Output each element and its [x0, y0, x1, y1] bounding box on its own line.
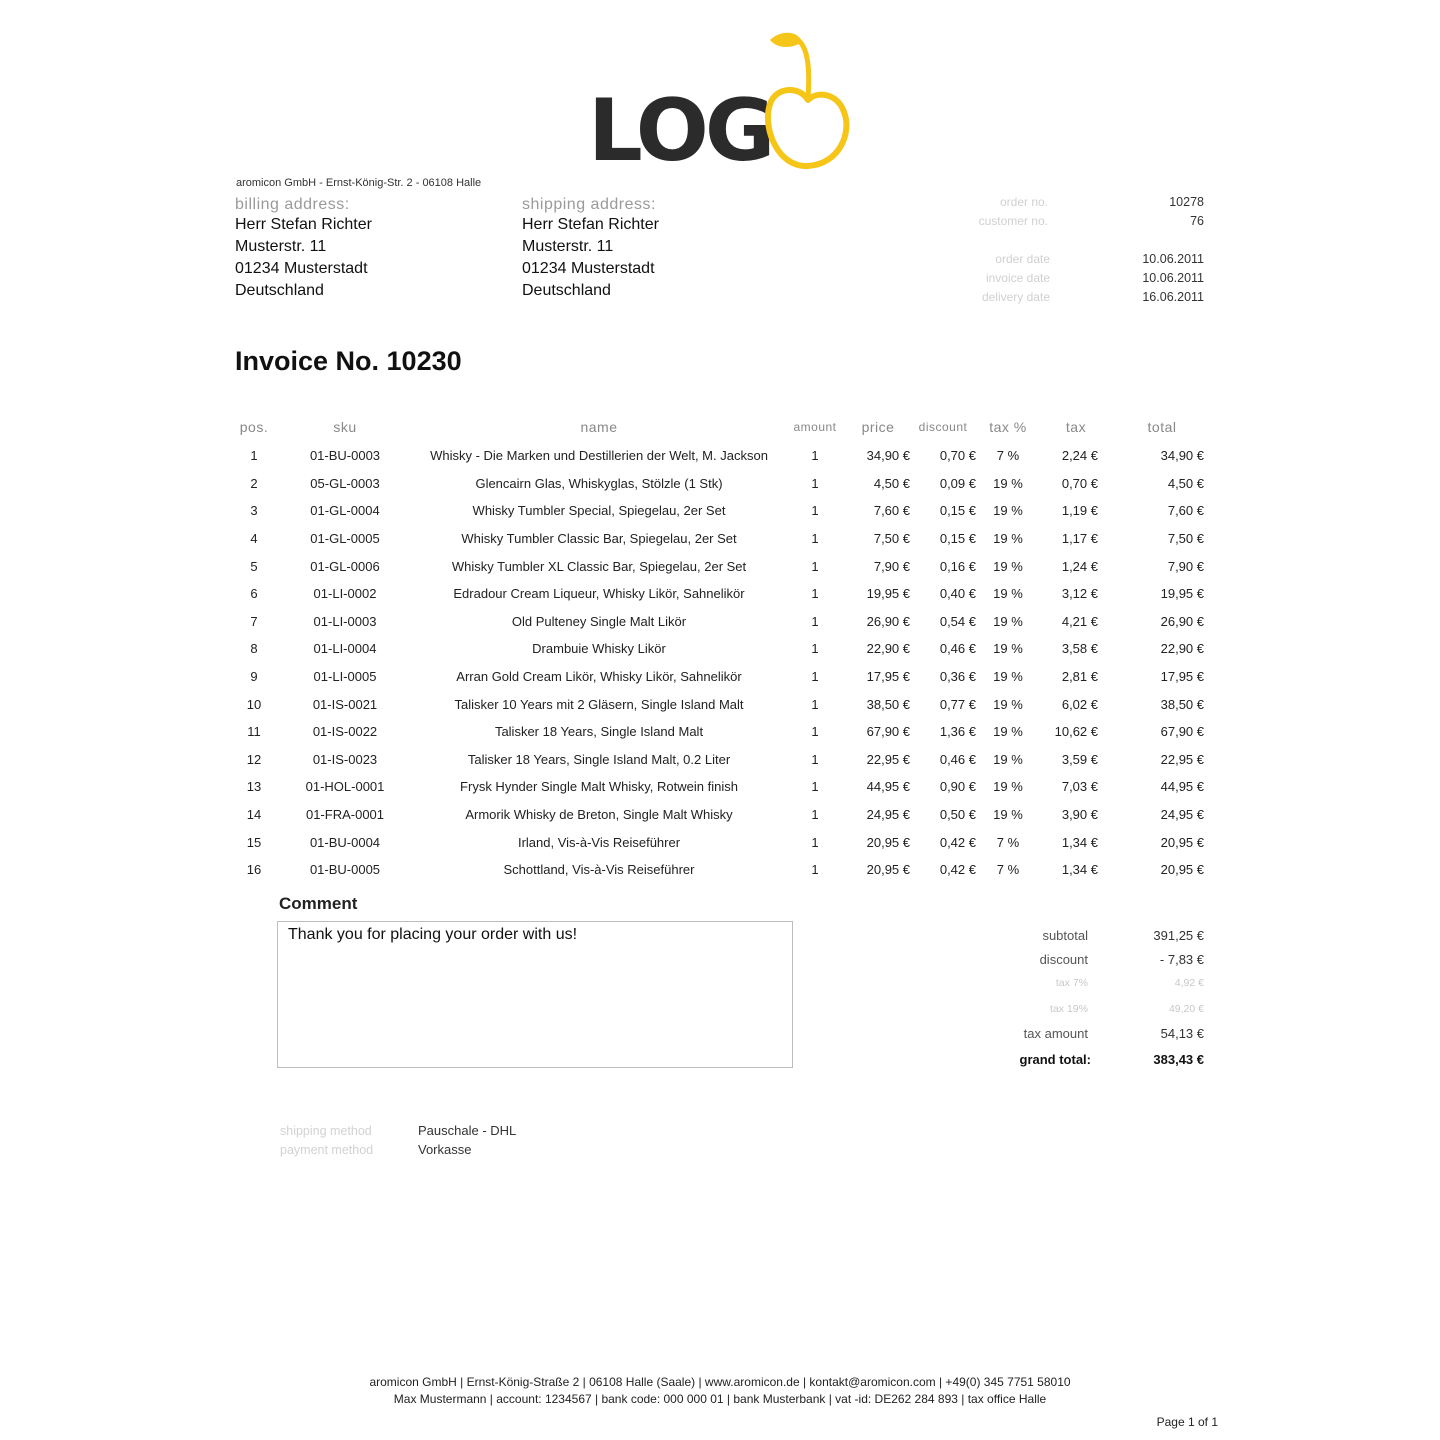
col-total: total [1147, 419, 1177, 435]
cell-total: 24,95 € [1160, 807, 1204, 823]
cell-discount: 0,70 € [939, 448, 976, 464]
shipping-label: shipping address: [522, 196, 656, 213]
cell-name: Edradour Cream Liqueur, Whisky Likör, Sahnelikör [453, 586, 745, 602]
comment-box [277, 921, 793, 1068]
cell-price: 26,90 € [866, 613, 910, 629]
cell-price: 7,90 € [873, 558, 910, 574]
cell-name: Whisky Tumbler Special, Spiegelau, 2er Set [472, 503, 726, 519]
table-row [232, 552, 1212, 580]
cell-sku: 01-LI-0003 [313, 613, 377, 629]
cell-name: Drambuie Whisky Likör [532, 641, 666, 657]
cell-total: 19,95 € [1160, 586, 1204, 602]
shipping-method-label: shipping method [280, 1124, 372, 1138]
col-name: name [580, 419, 618, 435]
col-tax: tax [1065, 419, 1087, 435]
cell-price: 38,50 € [866, 696, 910, 712]
shipping-name: Herr Stefan Richter [522, 216, 659, 233]
cell-tax-pct: 7 % [996, 834, 1020, 850]
cell-sku: 01-IS-0022 [312, 724, 378, 740]
cell-total: 4,50 € [1167, 475, 1204, 491]
tax19-value: 49,20 € [1168, 1003, 1204, 1015]
customer-no-label: customer no. [978, 214, 1048, 228]
cell-tax: 1,24 € [1061, 558, 1098, 574]
cell-discount: 0,46 € [939, 751, 976, 767]
cell-price: 7,60 € [873, 503, 910, 519]
logo-text: LOG [588, 81, 772, 181]
tax-amount-label: tax amount [1023, 1026, 1088, 1041]
cell-pos: 10 [246, 696, 262, 712]
cell-price: 22,90 € [866, 641, 910, 657]
cell-price: 44,95 € [866, 779, 910, 795]
cell-pos: 1 [250, 448, 258, 464]
cell-sku: 01-BU-0003 [309, 448, 381, 464]
cell-tax: 0,70 € [1061, 475, 1098, 491]
footer-line-1: aromicon GmbH | Ernst-König-Straße 2 | 06108 Halle (Saale) | www.aromicon.de | kontakt@aromicon.com | +49(0) 345 7751 58010 [369, 1375, 1071, 1389]
discount-label: discount [1039, 952, 1088, 967]
cell-price: 7,50 € [873, 531, 910, 547]
cell-discount: 0,16 € [939, 558, 976, 574]
table-row [232, 828, 1212, 856]
billing-name: Herr Stefan Richter [235, 216, 372, 233]
billing-address [235, 196, 372, 302]
cell-sku: 01-LI-0002 [313, 586, 377, 602]
cell-discount: 0,42 € [939, 862, 976, 878]
cell-total: 26,90 € [1160, 613, 1204, 629]
table-row [232, 635, 1212, 663]
cell-amount: 1 [811, 641, 819, 657]
cell-tax: 10,62 € [1054, 724, 1098, 740]
cell-name: Arran Gold Cream Likör, Whisky Likör, Sahnelikör [456, 669, 742, 685]
cell-discount: 0,77 € [939, 696, 976, 712]
footer-line-2: Max Mustermann | account: 1234567 | bank code: 000 000 01 | bank Musterbank | vat -id: DE262 284 893 | tax office Halle [393, 1392, 1047, 1406]
cell-name: Schottland, Vis-à-Vis Reiseführer [503, 862, 695, 878]
table-row [232, 801, 1212, 829]
table-row [232, 663, 1212, 691]
cell-name: Old Pulteney Single Malt Likör [511, 613, 687, 629]
cell-tax-pct: 19 % [993, 641, 1023, 657]
cell-discount: 0,50 € [939, 807, 976, 823]
cell-sku: 01-GL-0005 [310, 531, 380, 547]
tax7-label: tax 7% [1055, 977, 1088, 989]
cell-name: Talisker 18 Years, Single Island Malt, 0.2 Liter [467, 751, 731, 767]
cell-amount: 1 [811, 669, 819, 685]
cell-tax: 1,19 € [1061, 503, 1098, 519]
cell-tax-pct: 19 % [993, 558, 1023, 574]
cell-sku: 01-IS-0021 [312, 696, 378, 712]
table-row [232, 773, 1212, 801]
cell-total: 20,95 € [1160, 862, 1204, 878]
cell-sku: 01-IS-0023 [312, 751, 378, 767]
cell-name: Irland, Vis-à-Vis Reiseführer [517, 834, 681, 850]
col-discount: discount [918, 420, 968, 434]
cell-total: 44,95 € [1160, 779, 1204, 795]
cell-total: 34,90 € [1160, 448, 1204, 464]
shipping-address [522, 196, 659, 302]
cell-price: 24,95 € [866, 807, 910, 823]
col-sku: sku [333, 419, 357, 435]
cell-tax: 7,03 € [1061, 779, 1098, 795]
cell-amount: 1 [811, 724, 819, 740]
payment-method-label: payment method [280, 1143, 374, 1157]
cell-name: Glencairn Glas, Whiskyglas, Stölzle (1 Stk) [475, 475, 723, 491]
cell-pos: 12 [246, 751, 262, 767]
col-pos: pos. [239, 419, 269, 435]
discount-value: - 7,83 € [1159, 952, 1204, 967]
cell-sku: 01-LI-0004 [313, 641, 377, 657]
cell-tax-pct: 19 % [993, 724, 1023, 740]
cell-amount: 1 [811, 807, 819, 823]
cell-price: 67,90 € [866, 724, 910, 740]
cell-pos: 7 [250, 613, 258, 629]
cell-sku: 01-BU-0005 [309, 862, 381, 878]
cell-price: 19,95 € [866, 586, 910, 602]
cell-tax: 3,59 € [1061, 751, 1098, 767]
cell-discount: 0,09 € [939, 475, 976, 491]
cell-tax-pct: 19 % [993, 586, 1023, 602]
cell-name: Whisky - Die Marken und Destillerien der Welt, M. Jackson [430, 448, 768, 464]
cell-discount: 0,46 € [939, 641, 976, 657]
cell-pos: 6 [250, 586, 258, 602]
order-date-label: order date [995, 252, 1050, 266]
cell-total: 7,60 € [1167, 503, 1204, 519]
cell-pos: 16 [246, 862, 262, 878]
cell-name: Frysk Hynder Single Malt Whisky, Rotwein finish [460, 779, 738, 795]
cell-total: 38,50 € [1160, 696, 1204, 712]
cell-tax-pct: 19 % [993, 751, 1023, 767]
cell-amount: 1 [811, 696, 819, 712]
cell-discount: 0,40 € [939, 586, 976, 602]
tax-amount-value: 54,13 € [1160, 1026, 1204, 1041]
cell-pos: 5 [250, 558, 258, 574]
cell-amount: 1 [811, 751, 819, 767]
cell-price: 4,50 € [873, 475, 910, 491]
cell-tax: 1,34 € [1061, 834, 1098, 850]
cell-discount: 0,15 € [939, 503, 976, 519]
subtotal-value: 391,25 € [1153, 928, 1204, 943]
cell-name: Whisky Tumbler Classic Bar, Spiegelau, 2er Set [461, 531, 737, 547]
cell-sku: 01-HOL-0001 [305, 779, 385, 795]
cell-total: 20,95 € [1160, 834, 1204, 850]
shipping-city: 01234 Musterstadt [522, 260, 655, 277]
order-no-value: 10278 [1169, 195, 1204, 209]
cell-sku: 01-GL-0006 [310, 558, 380, 574]
cell-pos: 8 [250, 641, 258, 657]
table-row [232, 690, 1212, 718]
cell-total: 22,95 € [1160, 751, 1204, 767]
cell-amount: 1 [811, 862, 819, 878]
cell-amount: 1 [811, 475, 819, 491]
company-logo [588, 28, 858, 181]
tax19-label: tax 19% [1050, 1003, 1088, 1015]
invoice-date-value: 10.06.2011 [1142, 271, 1204, 285]
cell-tax: 4,21 € [1061, 613, 1098, 629]
table-row [232, 718, 1212, 746]
cell-amount: 1 [811, 531, 819, 547]
cherry-icon [758, 28, 853, 173]
delivery-date-value: 16.06.2011 [1142, 290, 1204, 304]
cell-tax-pct: 7 % [996, 862, 1020, 878]
cell-discount: 0,15 € [939, 531, 976, 547]
cell-tax-pct: 7 % [996, 448, 1020, 464]
page-number: Page 1 of 1 [1156, 1415, 1218, 1429]
cell-pos: 14 [246, 807, 262, 823]
invoice-date-label: invoice date [985, 271, 1050, 285]
billing-country: Deutschland [235, 282, 324, 299]
cell-discount: 1,36 € [939, 724, 976, 740]
cell-tax: 3,12 € [1061, 586, 1098, 602]
cell-price: 22,95 € [866, 751, 910, 767]
cell-tax-pct: 19 % [993, 807, 1023, 823]
table-row [232, 856, 1212, 884]
shipping-method-value: Pauschale - DHL [418, 1123, 517, 1138]
cell-sku: 05-GL-0003 [310, 475, 380, 491]
cell-discount: 0,54 € [939, 613, 976, 629]
cell-pos: 3 [250, 503, 258, 519]
cell-amount: 1 [811, 779, 819, 795]
cell-name: Talisker 10 Years mit 2 Gläsern, Single Island Malt [454, 696, 744, 712]
cell-pos: 2 [250, 475, 258, 491]
billing-street: Musterstr. 11 [235, 238, 327, 255]
cell-sku: 01-GL-0004 [310, 503, 380, 519]
sender-line: aromicon GmbH - Ernst-König-Str. 2 - 06108 Halle [236, 177, 482, 189]
invoice-title: Invoice No. 10230 [235, 346, 462, 376]
cell-tax-pct: 19 % [993, 669, 1023, 685]
order-no-label: order no. [999, 195, 1048, 209]
comment-text: Thank you for placing your order with us! [288, 926, 578, 943]
cell-discount: 0,36 € [939, 669, 976, 685]
billing-label: billing address: [235, 196, 350, 213]
shipping-country: Deutschland [522, 282, 611, 299]
table-row [232, 442, 1212, 470]
cell-discount: 0,42 € [939, 834, 976, 850]
table-row [232, 746, 1212, 774]
table-row [232, 580, 1212, 608]
cell-pos: 4 [250, 531, 258, 547]
cell-tax-pct: 19 % [993, 779, 1023, 795]
cell-price: 20,95 € [866, 834, 910, 850]
items-table [232, 412, 1212, 884]
cell-pos: 11 [247, 724, 261, 740]
cell-amount: 1 [811, 834, 819, 850]
cell-tax: 3,58 € [1061, 641, 1098, 657]
order-date-value: 10.06.2011 [1142, 252, 1204, 266]
col-tax-pct: tax % [989, 419, 1027, 435]
cell-pos: 15 [246, 834, 262, 850]
cell-tax-pct: 19 % [993, 696, 1023, 712]
cell-price: 20,95 € [866, 862, 910, 878]
cell-sku: 01-BU-0004 [309, 834, 381, 850]
cell-discount: 0,90 € [939, 779, 976, 795]
table-row [232, 497, 1212, 525]
customer-no-value: 76 [1190, 214, 1204, 228]
grand-total-label: grand total: [1019, 1052, 1091, 1067]
cell-price: 17,95 € [866, 669, 910, 685]
subtotal-label: subtotal [1042, 928, 1088, 943]
cell-pos: 9 [250, 669, 258, 685]
cell-total: 67,90 € [1160, 724, 1204, 740]
col-amount: amount [793, 420, 837, 434]
cell-total: 17,95 € [1160, 669, 1204, 685]
table-row [232, 608, 1212, 636]
cell-tax-pct: 19 % [993, 475, 1023, 491]
table-header-row [232, 412, 1212, 442]
cell-tax: 3,90 € [1061, 807, 1098, 823]
billing-city: 01234 Musterstadt [235, 260, 368, 277]
cell-tax-pct: 19 % [993, 613, 1023, 629]
table-row [232, 525, 1212, 553]
shipping-street: Musterstr. 11 [522, 238, 614, 255]
cell-pos: 13 [246, 779, 262, 795]
table-row [232, 470, 1212, 498]
cell-sku: 01-FRA-0001 [305, 807, 385, 823]
cell-amount: 1 [811, 503, 819, 519]
cell-tax-pct: 19 % [993, 531, 1023, 547]
payment-method-value: Vorkasse [418, 1142, 472, 1157]
grand-total-value: 383,43 € [1153, 1052, 1204, 1067]
cell-amount: 1 [811, 586, 819, 602]
cell-amount: 1 [811, 558, 819, 574]
cell-sku: 01-LI-0005 [313, 669, 377, 685]
cell-tax: 1,34 € [1061, 862, 1098, 878]
delivery-date-label: delivery date [981, 290, 1050, 304]
cell-price: 34,90 € [866, 448, 910, 464]
cell-tax-pct: 19 % [993, 503, 1023, 519]
cell-name: Talisker 18 Years, Single Island Malt [494, 724, 704, 740]
cell-name: Armorik Whisky de Breton, Single Malt Whisky [465, 807, 733, 823]
cell-tax: 2,24 € [1061, 448, 1098, 464]
cell-tax: 1,17 € [1061, 531, 1098, 547]
cell-tax: 6,02 € [1061, 696, 1098, 712]
cell-tax: 2,81 € [1061, 669, 1098, 685]
cell-total: 7,90 € [1167, 558, 1204, 574]
cell-total: 7,50 € [1167, 531, 1204, 547]
tax7-value: 4,92 € [1174, 977, 1204, 989]
cell-total: 22,90 € [1160, 641, 1204, 657]
cell-name: Whisky Tumbler XL Classic Bar, Spiegelau, 2er Set [451, 558, 747, 574]
cell-amount: 1 [811, 613, 819, 629]
col-price: price [861, 419, 895, 435]
comment-label: Comment [279, 894, 358, 913]
cell-amount: 1 [811, 448, 819, 464]
